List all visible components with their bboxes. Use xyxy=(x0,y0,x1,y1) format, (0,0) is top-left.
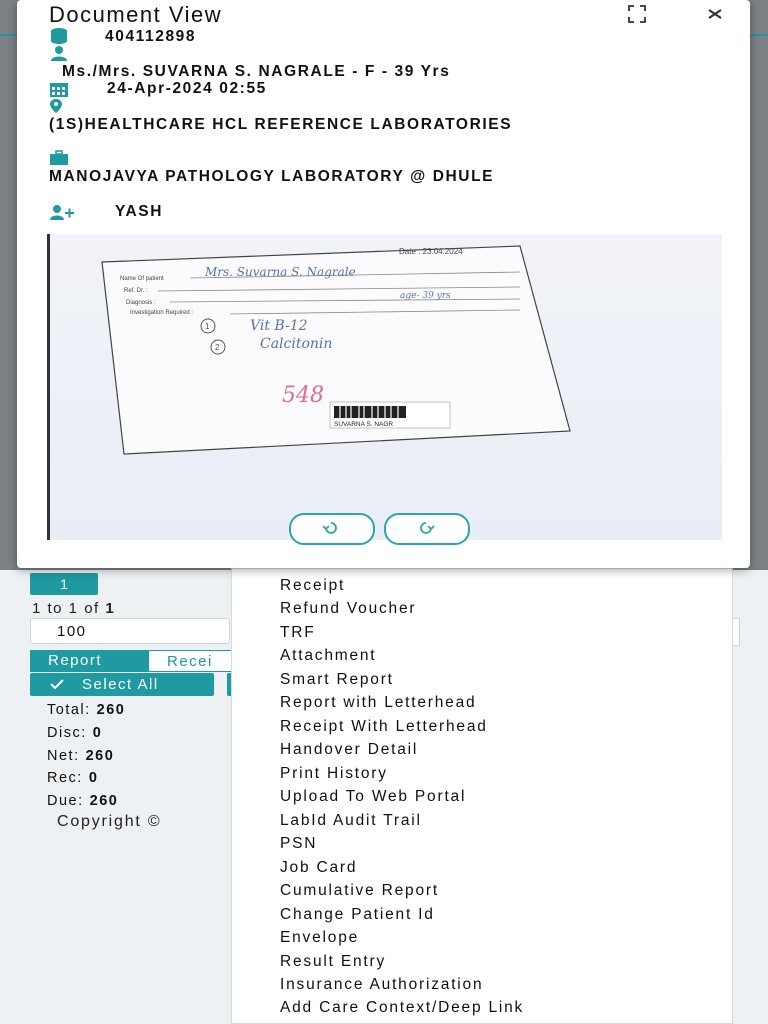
menu-item-refund-voucher[interactable]: Refund Voucher xyxy=(280,600,417,617)
patient-name: Ms./Mrs. SUVARNA S. NAGRALE - F - 39 Yrs xyxy=(62,63,451,80)
total-amount: Total: 260 xyxy=(47,702,126,718)
menu-item-insurance-authorization[interactable]: Insurance Authorization xyxy=(280,976,484,993)
check-icon xyxy=(50,679,64,689)
trf-date: Date : 23.04.2024 xyxy=(399,247,463,256)
menu-item-receipt[interactable]: Receipt xyxy=(280,577,346,594)
rotate-right-button[interactable] xyxy=(384,513,470,545)
add-user-icon xyxy=(49,204,75,220)
center-name: (1S)HEALTHCARE HCL REFERENCE LABORATORIES xyxy=(49,116,513,133)
trf-test2: Calcitonin xyxy=(260,336,333,352)
menu-item-receipt-with-letterhead[interactable]: Receipt With Letterhead xyxy=(280,718,488,735)
patient-id: 404112898 xyxy=(105,28,197,45)
fullscreen-icon[interactable] xyxy=(627,4,647,24)
location-pin-icon xyxy=(49,98,63,114)
menu-item-change-patient-id[interactable]: Change Patient Id xyxy=(280,906,435,923)
trf-test1: Vit B-12 xyxy=(250,318,308,334)
rotate-left-icon xyxy=(322,520,340,536)
user-icon xyxy=(49,45,69,61)
current-page-button[interactable]: 1 xyxy=(30,573,98,595)
tab-report[interactable]: Report xyxy=(30,650,148,672)
trf-age: age- 39 yrs xyxy=(400,291,451,301)
lab-name: MANOJAVYA PATHOLOGY LABORATORY @ DHULE xyxy=(49,168,495,185)
menu-item-attachment[interactable]: Attachment xyxy=(280,647,377,664)
trf-name-label: Name Of patient xyxy=(120,276,164,282)
menu-item-smart-report[interactable]: Smart Report xyxy=(280,671,394,688)
referred-by: YASH xyxy=(115,203,164,220)
net-amount: Net: 260 xyxy=(47,748,115,764)
select-all-label: Select All xyxy=(82,676,159,693)
select-all-button[interactable] xyxy=(30,673,214,696)
trf-ref-label: Ref. Dr. : xyxy=(124,288,148,294)
tab-receipt[interactable]: Recei xyxy=(148,650,232,672)
trf-form-drawing xyxy=(50,234,722,540)
menu-item-trf[interactable]: TRF xyxy=(280,624,316,641)
print-options-menu xyxy=(231,568,733,1024)
menu-item-handover-detail[interactable]: Handover Detail xyxy=(280,741,419,758)
page-size-select[interactable]: 100 xyxy=(30,618,230,644)
briefcase-icon xyxy=(49,150,69,166)
menu-item-envelope[interactable]: Envelope xyxy=(280,929,360,946)
menu-item-labid-audit-trail[interactable]: LabId Audit Trail xyxy=(280,812,422,829)
menu-item-add-care-context[interactable]: Add Care Context/Deep Link xyxy=(280,999,525,1016)
discount-amount: Disc: 0 xyxy=(47,725,103,741)
menu-item-psn[interactable]: PSN xyxy=(280,835,318,852)
document-view-modal xyxy=(17,0,750,568)
calendar-icon xyxy=(49,81,69,97)
trf-patient-name: Mrs. Suvarna S. Nagrale xyxy=(205,265,356,279)
scanned-trf-image xyxy=(47,234,722,540)
database-icon xyxy=(49,28,69,44)
received-amount: Rec: 0 xyxy=(47,770,99,786)
due-amount: Due: 260 xyxy=(47,793,119,809)
copyright-text: Copyright © xyxy=(57,813,162,830)
rotate-left-button[interactable] xyxy=(289,513,375,545)
trf-investigation-label: Investigation Required : xyxy=(130,310,194,316)
pagination-range-text: 1 to 1 of xyxy=(32,600,100,617)
menu-item-report-with-letterhead[interactable]: Report with Letterhead xyxy=(280,694,477,711)
trf-test2-number: 2 xyxy=(215,343,220,352)
filter-input-edge[interactable] xyxy=(733,618,740,646)
header-accent-line xyxy=(750,34,768,36)
trf-amount: 548 xyxy=(282,383,324,408)
menu-item-print-history[interactable]: Print History xyxy=(280,765,388,782)
collection-datetime: 24-Apr-2024 02:55 xyxy=(107,80,267,97)
trf-test1-number: 1 xyxy=(205,322,210,331)
modal-title: Document View xyxy=(49,2,223,27)
menu-item-cumulative-report[interactable]: Cumulative Report xyxy=(280,882,439,899)
menu-item-upload-web-portal[interactable]: Upload To Web Portal xyxy=(280,788,467,805)
pagination-total: 1 xyxy=(105,600,116,617)
menu-item-result-entry[interactable]: Result Entry xyxy=(280,953,387,970)
barcode-label: SUVARNA S. NAGR xyxy=(334,421,394,428)
menu-item-job-card[interactable]: Job Card xyxy=(280,859,358,876)
rotate-right-icon xyxy=(417,520,435,536)
close-icon[interactable] xyxy=(705,4,725,24)
pagination-range xyxy=(32,600,115,617)
trf-diagnosis-label: Diagnosis : xyxy=(126,300,156,306)
